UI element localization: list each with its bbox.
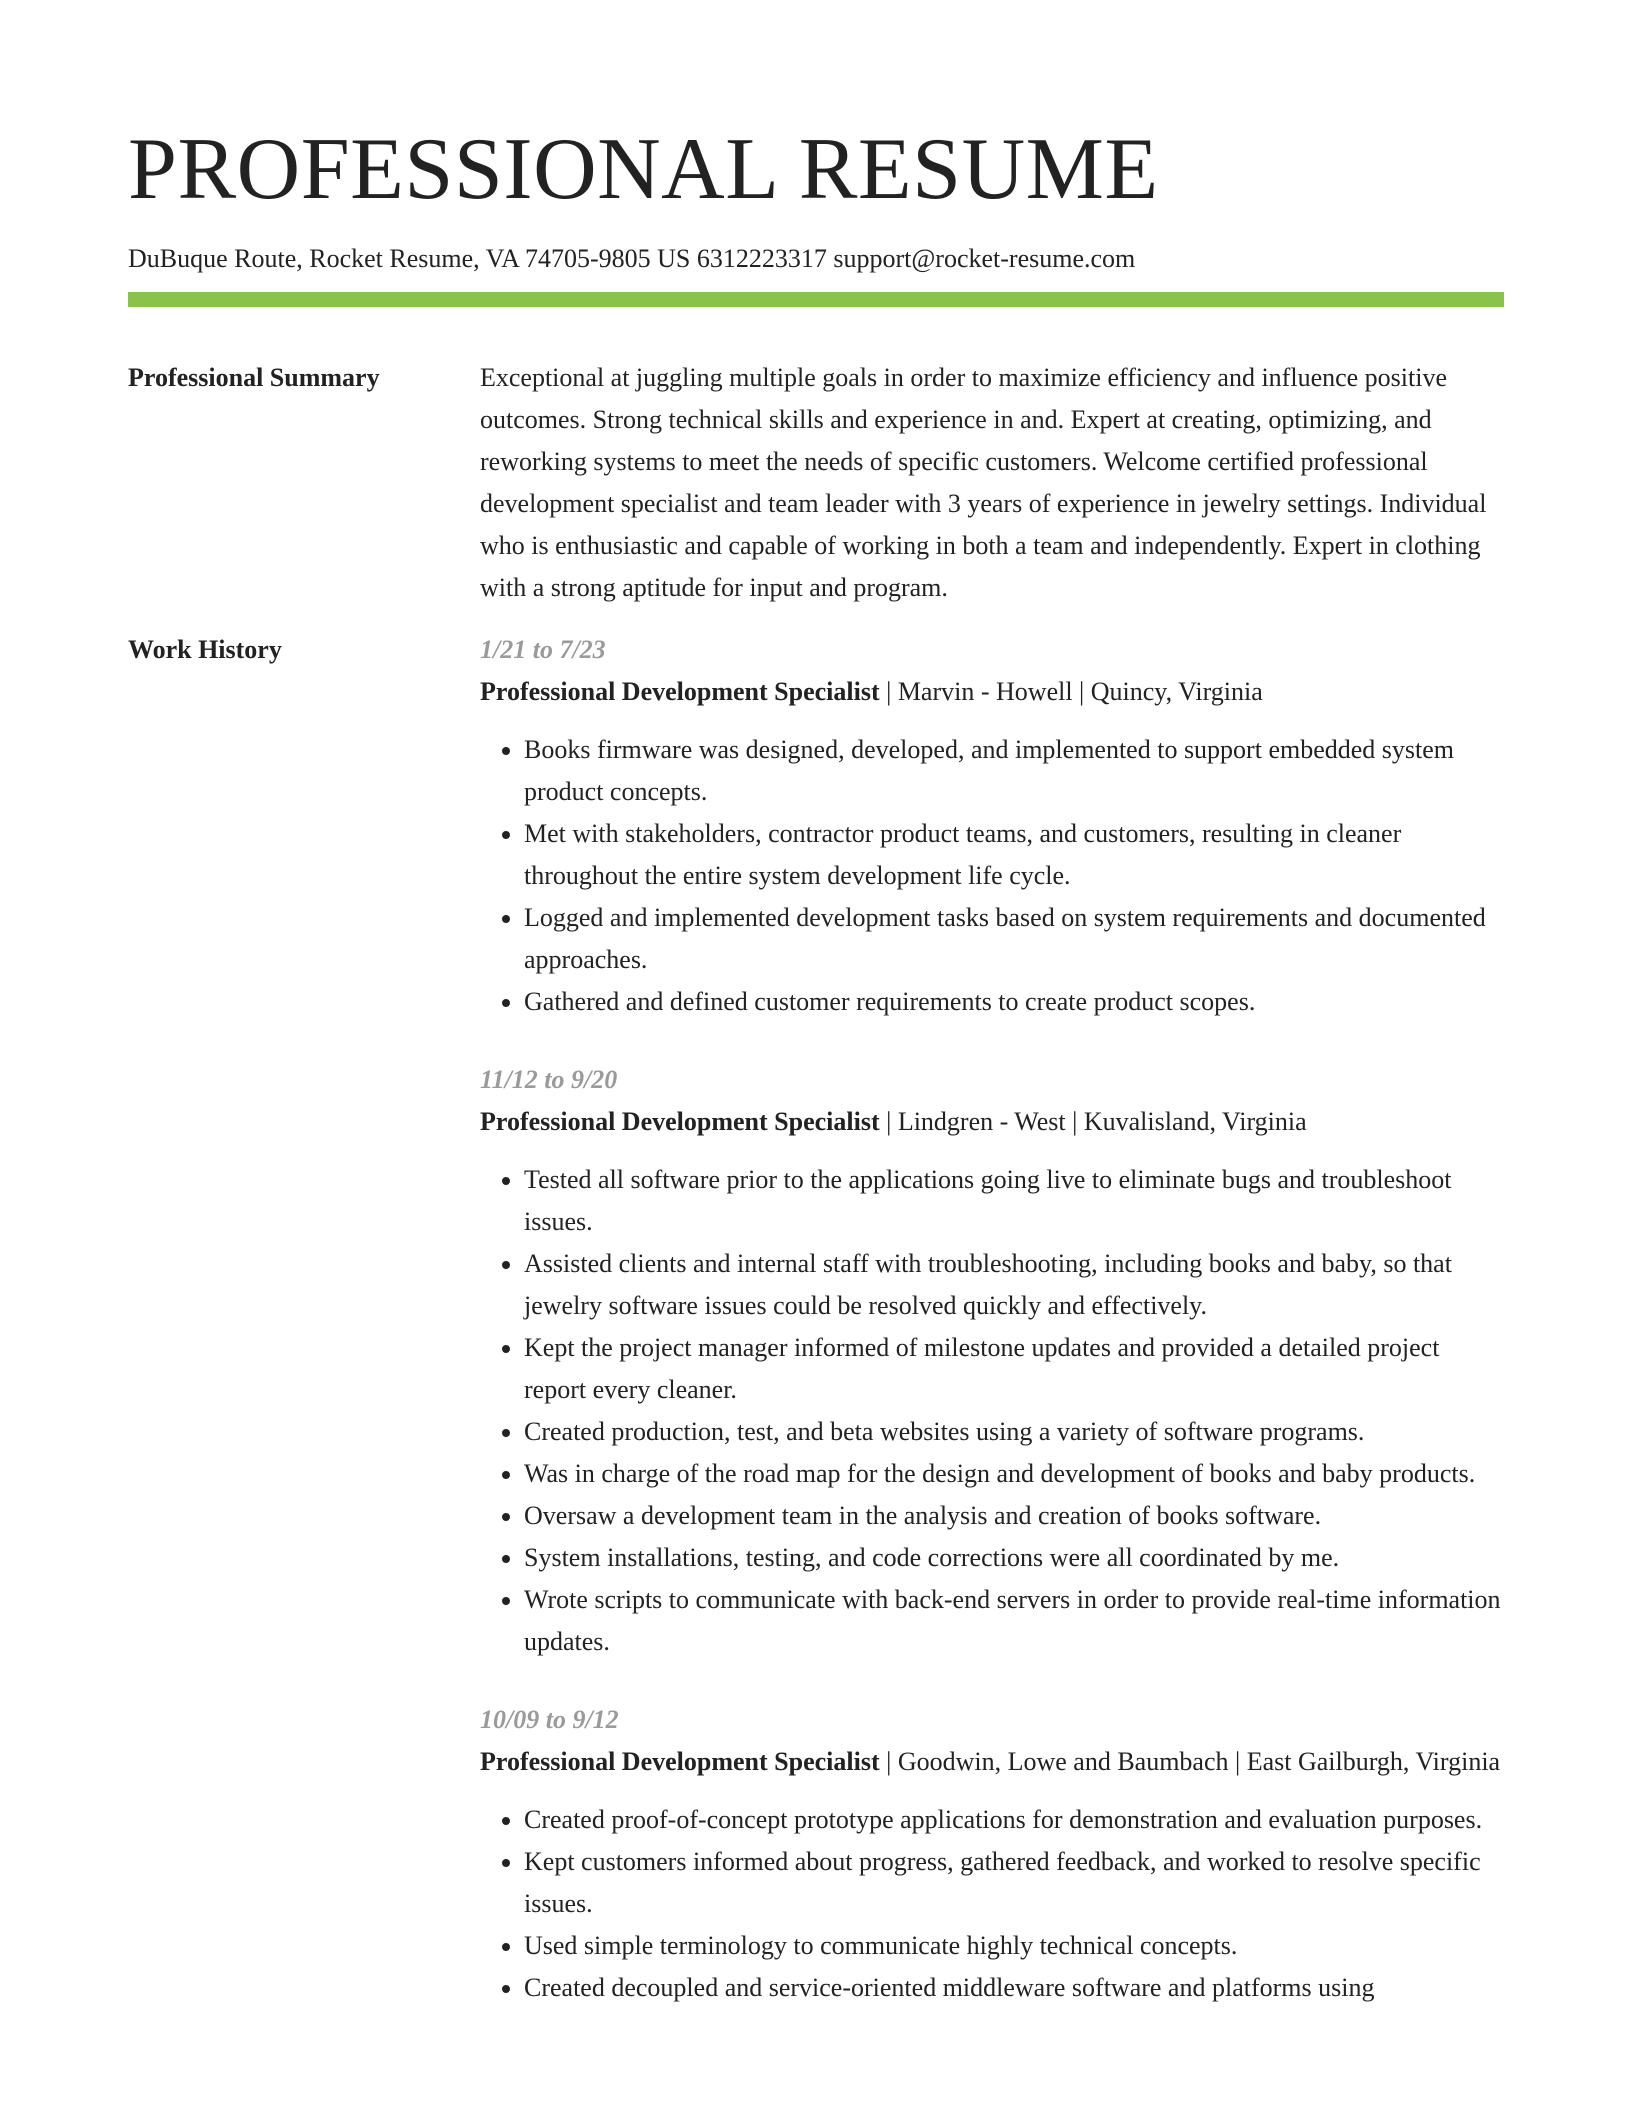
professional-summary-section — [128, 357, 1504, 609]
job-heading — [480, 671, 1504, 713]
job-bullet: • Created proof-of-concept prototype applications for demonstration and evaluation purposes. — [524, 1799, 1504, 1841]
job-title: Professional Development Specialist — [480, 1747, 880, 1776]
job-heading — [480, 1101, 1504, 1143]
job-bullet: • Kept the project manager informed of milestone updates and provided a detailed project report every cleaner. — [524, 1327, 1504, 1411]
job-title: Professional Development Specialist — [480, 677, 880, 706]
job-bullet: • Used simple terminology to communicate highly technical concepts. — [524, 1925, 1504, 1967]
job-bullet: • Books firmware was designed, developed, and implemented to support embedded system product concepts. — [524, 729, 1504, 813]
job-bullet: • Created production, test, and beta websites using a variety of software programs. — [524, 1411, 1504, 1453]
job-entry — [480, 629, 1504, 1023]
section-label-work-history: Work History — [128, 635, 282, 664]
job-employer-location: | Goodwin, Lowe and Baumbach | East Gailburgh, Virginia — [879, 1747, 1501, 1776]
job-employer-location: | Lindgren - West | Kuvalisland, Virginia — [879, 1107, 1307, 1136]
resume-title: PROFESSIONAL RESUME — [128, 121, 1159, 218]
work-history-section — [128, 629, 1504, 2045]
job-bullet: • Wrote scripts to communicate with back-end servers in order to provide real-time information updates. — [524, 1579, 1504, 1663]
job-date: 10/09 to 9/12 — [480, 1705, 619, 1734]
job-title: Professional Development Specialist — [480, 1107, 880, 1136]
job-bullet: • Assisted clients and internal staff with troubleshooting, including books and baby, so that jewelry software issues could be resolved quickly and effectively. — [524, 1243, 1504, 1327]
job-bullet-list — [480, 729, 1504, 1023]
accent-divider — [128, 292, 1504, 307]
job-bullet: • Tested all software prior to the applications going live to eliminate bugs and troubleshoot issues. — [524, 1159, 1504, 1243]
job-entry — [480, 1699, 1504, 2009]
job-bullet: • System installations, testing, and code corrections were all coordinated by me. — [524, 1537, 1504, 1579]
job-bullet: • Logged and implemented development tasks based on system requirements and documented approaches. — [524, 897, 1504, 981]
job-entry — [480, 1059, 1504, 1663]
job-bullet: • Met with stakeholders, contractor product teams, and customers, resulting in cleaner throughout the entire system development life cycle. — [524, 813, 1504, 897]
section-label-summary: Professional Summary — [128, 363, 380, 392]
job-bullet: • Kept customers informed about progress, gathered feedback, and worked to resolve specific issues. — [524, 1841, 1504, 1925]
job-heading — [480, 1741, 1504, 1783]
job-date: 11/12 to 9/20 — [480, 1065, 618, 1094]
work-history-body — [480, 629, 1504, 2045]
job-bullet-list — [480, 1799, 1504, 2009]
job-date: 1/21 to 7/23 — [480, 635, 606, 664]
job-employer-location: | Marvin - Howell | Quincy, Virginia — [879, 677, 1263, 706]
summary-text: Exceptional at juggling multiple goals in order to maximize efficiency and influence positive outcomes. Strong technical skills and experience in and. Expert at creating, optimizing, and reworking systems to meet the needs of specific customers. Welcome certified professional development specialist and team leader with 3 years of experience in jewelry settings. Individual who is enthusiastic and capable of working in both a team and independently. Expert in clothing with a strong aptitude for input and program. — [480, 363, 1487, 602]
job-bullet: • Gathered and defined customer requirements to create product scopes. — [524, 981, 1504, 1023]
job-bullet: • Created decoupled and service-oriented middleware software and platforms using — [524, 1967, 1504, 2009]
job-bullet: • Was in charge of the road map for the design and development of books and baby products. — [524, 1453, 1504, 1495]
resume-page — [128, 118, 1504, 2045]
contact-line: DuBuque Route, Rocket Resume, VA 74705-9805 US 6312223317 support@rocket-resume.com — [128, 244, 1136, 273]
summary-body — [480, 357, 1504, 609]
job-bullet-list — [480, 1159, 1504, 1663]
job-bullet: • Oversaw a development team in the analysis and creation of books software. — [524, 1495, 1504, 1537]
